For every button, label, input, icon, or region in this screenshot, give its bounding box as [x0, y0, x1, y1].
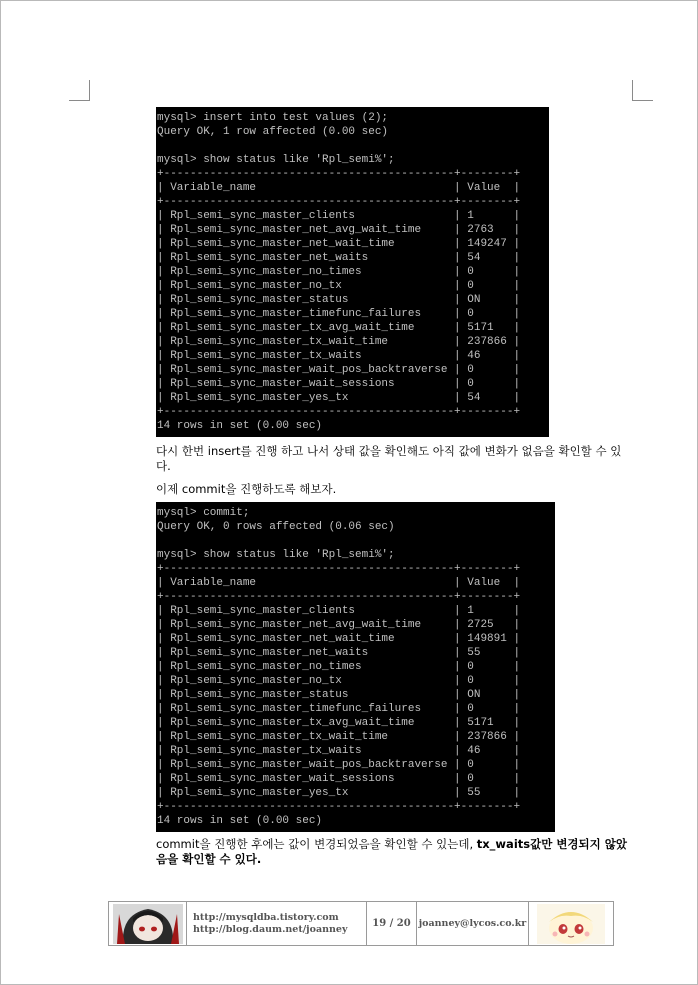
terminal2-line: +--------------------------------------------+--------+: [157, 591, 521, 603]
terminal2-line: | Rpl_semi_sync_master_no_tx | 0 |: [157, 675, 521, 687]
terminal2-line: +--------------------------------------------+--------+: [157, 801, 521, 813]
paragraph-commit-result: [156, 837, 636, 867]
terminal2-line: | Rpl_semi_sync_master_clients | 1 |: [157, 605, 521, 617]
paragraph-commit-intro: [156, 482, 636, 497]
page-number-text: 19 / 20: [372, 918, 411, 929]
terminal1-line: | Rpl_semi_sync_master_net_waits | 54 |: [157, 252, 521, 264]
footer-url-tistory[interactable]: http://mysqldba.tistory.com: [193, 911, 339, 923]
paragraph-commit-result-bold: tx_waits값만 변경되지 않았음을 확인할 수 있다.: [156, 837, 627, 866]
terminal1-line: | Rpl_semi_sync_master_clients | 1 |: [157, 210, 521, 222]
paragraph-insert-text: 다시 한번 insert를 진행 하고 나서 상태 값을 확인해도 아직 값에 변화가 없음을 확인할 수 있다.: [156, 444, 622, 473]
terminal2-line: 14 rows in set (0.00 sec): [157, 815, 323, 827]
terminal2-line: | Rpl_semi_sync_master_tx_wait_time | 237866 |: [157, 731, 521, 743]
crop-mark-top-left: [69, 80, 90, 101]
terminal2-line: | Rpl_semi_sync_master_timefunc_failures | 0 |: [157, 703, 521, 715]
page-number: [367, 902, 417, 945]
terminal1-line: 14 rows in set (0.00 sec): [157, 420, 323, 432]
terminal2-line: | Variable_name | Value |: [157, 577, 521, 589]
paragraph-insert-result: [156, 444, 636, 474]
terminal2-line: | Rpl_semi_sync_master_net_avg_wait_time | 2725 |: [157, 619, 521, 631]
terminal1-line: [157, 139, 549, 153]
footer-email-text[interactable]: joanney@lycos.co.kr: [418, 918, 527, 929]
terminal2-line: | Rpl_semi_sync_master_net_waits | 55 |: [157, 647, 521, 659]
avatar-dark-character-icon: [113, 904, 183, 944]
terminal1-line: | Rpl_semi_sync_master_tx_wait_time | 237866 |: [157, 336, 521, 348]
terminal1-line: | Rpl_semi_sync_master_tx_avg_wait_time | 5171 |: [157, 322, 521, 334]
terminal1-line: | Rpl_semi_sync_master_net_avg_wait_time | 2763 |: [157, 224, 521, 236]
terminal1-line: mysql> insert into test values (2);: [157, 112, 389, 124]
terminal1-line: +--------------------------------------------+--------+: [157, 406, 521, 418]
terminal2-line: | Rpl_semi_sync_master_tx_avg_wait_time | 5171 |: [157, 717, 521, 729]
paragraph-commit-intro-text: 이제 commit을 진행하도록 해보자.: [156, 482, 337, 496]
terminal2-line: | Rpl_semi_sync_master_tx_waits | 46 |: [157, 745, 521, 757]
paragraph-commit-result-text: commit을 진행한 후에는 값이 변경되었음을 확인할 수 있는데,: [156, 837, 477, 851]
footer: [108, 901, 614, 946]
terminal1-line: | Rpl_semi_sync_master_net_wait_time | 149247 |: [157, 238, 521, 250]
terminal1-line: | Rpl_semi_sync_master_wait_pos_backtraverse | 0 |: [157, 364, 521, 376]
author-avatar-left: [109, 902, 187, 945]
terminal2-line: Query OK, 0 rows affected (0.06 sec): [157, 521, 395, 533]
terminal-screenshot-commit: [156, 502, 555, 832]
crop-mark-top-right: [632, 80, 653, 101]
terminal1-line: +--------------------------------------------+--------+: [157, 168, 521, 180]
terminal1-line: | Rpl_semi_sync_master_tx_waits | 46 |: [157, 350, 521, 362]
footer-email: [417, 902, 529, 945]
terminal2-line: | Rpl_semi_sync_master_status | ON |: [157, 689, 521, 701]
terminal2-line: | Rpl_semi_sync_master_yes_tx | 55 |: [157, 787, 521, 799]
terminal2-line: +--------------------------------------------+--------+: [157, 563, 521, 575]
author-avatar-right: [529, 902, 613, 945]
terminal1-line: mysql> show status like 'Rpl_semi%';: [157, 154, 395, 166]
terminal1-line: +--------------------------------------------+--------+: [157, 196, 521, 208]
terminal1-line: | Rpl_semi_sync_master_status | ON |: [157, 294, 521, 306]
terminal2-line: | Rpl_semi_sync_master_wait_pos_backtraverse | 0 |: [157, 759, 521, 771]
terminal1-line: | Variable_name | Value |: [157, 182, 521, 194]
terminal1-line: | Rpl_semi_sync_master_no_tx | 0 |: [157, 280, 521, 292]
terminal2-line: | Rpl_semi_sync_master_net_wait_time | 149891 |: [157, 633, 521, 645]
terminal1-line: | Rpl_semi_sync_master_wait_sessions | 0 |: [157, 378, 521, 390]
terminal2-line: [157, 534, 555, 548]
terminal1-line: | Rpl_semi_sync_master_yes_tx | 54 |: [157, 392, 521, 404]
terminal2-line: mysql> commit;: [157, 507, 250, 519]
footer-url-daum[interactable]: http://blog.daum.net/joanney: [193, 923, 348, 935]
terminal-screenshot-insert: [156, 107, 549, 437]
avatar-cute-character-icon: [537, 904, 605, 944]
terminal1-line: | Rpl_semi_sync_master_no_times | 0 |: [157, 266, 521, 278]
terminal1-line: Query OK, 1 row affected (0.00 sec): [157, 126, 389, 138]
footer-urls: [187, 902, 367, 945]
terminal2-line: mysql> show status like 'Rpl_semi%';: [157, 549, 395, 561]
terminal1-line: | Rpl_semi_sync_master_timefunc_failures | 0 |: [157, 308, 521, 320]
terminal2-line: | Rpl_semi_sync_master_wait_sessions | 0 |: [157, 773, 521, 785]
terminal2-line: | Rpl_semi_sync_master_no_times | 0 |: [157, 661, 521, 673]
